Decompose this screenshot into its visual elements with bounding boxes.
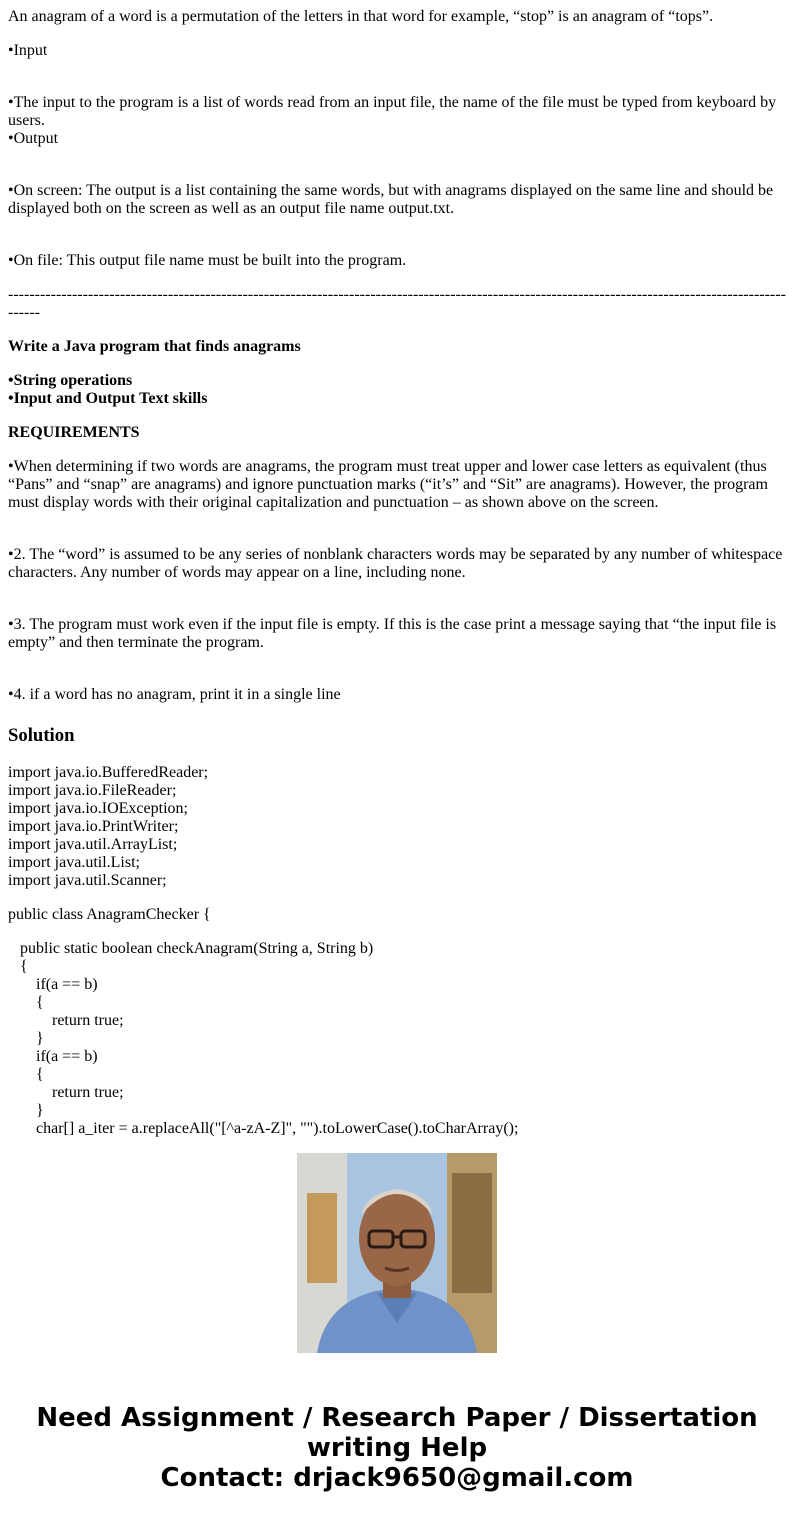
- code-line: import java.util.Scanner;: [8, 872, 167, 889]
- separator-line: --------------------------------------------------------------------------------------------------------------------------------------------------------: [8, 286, 786, 321]
- solution-heading: Solution: [8, 725, 75, 746]
- code-line: }: [8, 1030, 44, 1047]
- requirement-4: •4. if a word has no anagram, print it in a single line: [8, 686, 341, 703]
- code-line: import java.util.ArrayList;: [8, 836, 178, 853]
- code-line: if(a == b): [8, 976, 98, 993]
- output-heading: •Output: [8, 130, 59, 147]
- skill-item: •Input and Output Text skills: [8, 390, 208, 407]
- code-line: return true;: [8, 1012, 124, 1029]
- intro-text: An anagram of a word is a permutation of the letters in that word for example, “stop” is an anagram of “tops”.: [8, 8, 714, 25]
- promo-line-1: Need Assignment / Research Paper / Dissertation writing Help: [36, 1403, 758, 1463]
- code-line: import java.util.List;: [8, 854, 140, 871]
- code-line: }: [8, 1102, 44, 1119]
- code-line: import java.io.FileReader;: [8, 782, 177, 799]
- code-line: if(a == b): [8, 1048, 98, 1065]
- input-heading: •Input: [8, 42, 48, 59]
- input-description: •The input to the program is a list of words read from an input file, the name of the file must be typed from keyboard by users.: [8, 94, 777, 129]
- requirement-2: •2. The “word” is assumed to be any series of nonblank characters words may be separated by any number of whitespace characters. Any number of words may appear on a line, including none.: [8, 546, 783, 581]
- code-line: public static boolean checkAnagram(String a, String b): [8, 940, 374, 957]
- promo-contact[interactable]: Contact: drjack9650@gmail.com: [160, 1463, 634, 1493]
- output-file-text: •On file: This output file name must be built into the program.: [8, 252, 407, 269]
- code-line: import java.io.IOException;: [8, 800, 188, 817]
- requirement-3: •3. The program must work even if the input file is empty. If this is the case print a message saying that “the input file is empty” and then terminate the program.: [8, 616, 777, 651]
- output-screen-text: •On screen: The output is a list containing the same words, but with anagrams displayed on the same line and should be displayed both on the screen as well as an output file name output.txt.: [8, 182, 774, 217]
- code-line: {: [8, 1066, 44, 1083]
- code-line: import java.io.PrintWriter;: [8, 818, 179, 835]
- code-line: char[] a_iter = a.replaceAll("[^a-zA-Z]", "").toLowerCase().toCharArray();: [8, 1120, 519, 1137]
- code-line: return true;: [8, 1084, 124, 1101]
- question-content: [8, 8, 786, 1137]
- code-line: import java.io.BufferedReader;: [8, 764, 209, 781]
- code-line: public class AnagramChecker {: [8, 906, 211, 923]
- code-line: {: [8, 958, 28, 975]
- author-avatar: [297, 1153, 497, 1353]
- solution-code: [8, 764, 786, 1138]
- portrait-image: [297, 1153, 497, 1353]
- task-title: Write a Java program that finds anagrams: [8, 338, 301, 355]
- requirements-heading: REQUIREMENTS: [8, 424, 140, 441]
- requirement-1: •When determining if two words are anagrams, the program must treat upper and lower case letters as equivalent (thus “Pans” and “snap” are anagrams) and ignore punctuation marks (“it’s” and “Sit” are anagrams). However, the program must display words with their original capitalization and punctuation – as shown above on the screen.: [8, 458, 768, 511]
- code-line: {: [8, 994, 44, 1011]
- skill-item: •String operations: [8, 372, 133, 389]
- promo-banner: [0, 1403, 794, 1493]
